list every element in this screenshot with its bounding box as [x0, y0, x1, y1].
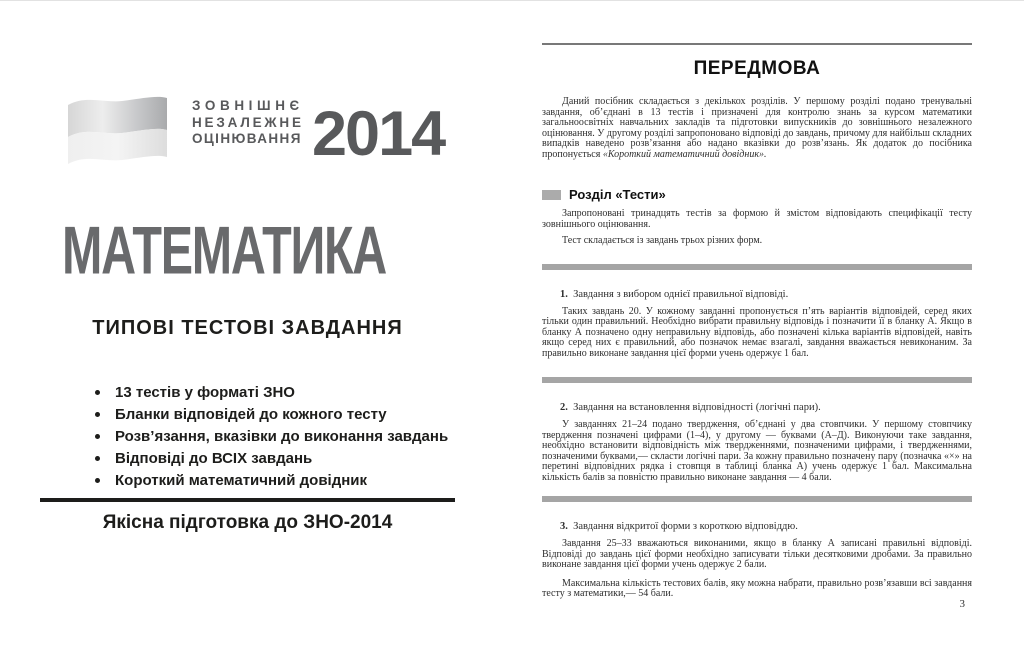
task-type-number: 2.: [560, 402, 568, 413]
list-item-label: Розв’язання, вказівки до виконання завдань: [115, 428, 449, 445]
waving-flag-icon: [64, 89, 171, 165]
intro-text: Даний посібник складається з декількох розділів. У першому розділі подано тренувальні завдання, об’єднані в 13 тестів і призначені для контролю знань за курсом математики загальноосвітніх навчальних закладів та підготовки випускників до зовнішнього незалежного оцінювання. У другому розділі запропоновано відповіді до завдань, причому для найбільш складних випадків наведено розв’язання або надано вказівки до розв’язань. Як додаток до посібника пропонується: [542, 96, 972, 160]
bullet-dot-icon: [95, 478, 100, 483]
page-top-rule: [542, 43, 972, 45]
list-item: [93, 385, 448, 400]
task-type-title: Завдання з вибором однієї правильної відповіді.: [573, 288, 789, 300]
section-divider-bar: [542, 264, 972, 270]
cover-feature-list: [93, 385, 448, 495]
cover-subtitle: ТИПОВІ ТЕСТОВІ ЗАВДАННЯ: [92, 317, 403, 339]
list-item-label: Короткий математичний довідник: [115, 472, 368, 489]
page-title: ПЕРЕДМОВА: [693, 58, 821, 79]
list-item-label: Відповіді до ВСІХ завдань: [115, 450, 313, 467]
chapter-heading: [542, 187, 972, 202]
page-number: 3: [959, 598, 965, 610]
task-type-description: Завдання 25–33 вважаються виконаними, якщо в бланку А записані правильні відповіді. Відповіді до завдань цієї форми необхідно записувати тільки десятковими дробами. За правильно виконане завдання цієї форми учень одержує 2 бали.: [542, 538, 972, 570]
task-type-heading: [542, 402, 972, 414]
zno-year: 2014: [312, 99, 445, 169]
bullet-dot-icon: [95, 412, 100, 417]
cover-page: [0, 1, 500, 650]
task-type-heading: [542, 521, 972, 533]
task-type-number: 3.: [560, 521, 568, 532]
list-item-label: 13 тестів у форматі ЗНО: [115, 384, 295, 401]
section-divider-bar: [542, 496, 972, 502]
task-type-description: Таких завдань 20. У кожному завданні пропонується п’ять варіантів відповідей, серед яких тільки один правильний. Необхідно вибрати правильну відповідь і позначити її в бланку А. Якщо в бланку А позначено одну неправильну відповідь, або позначені кілька варіантів відповідей, навіть якщо серед них є правильний, або позначок немає взагалі, завдання вважається невиконаним. За правильно виконане завдання цієї форми учень одержує 1 бал.: [542, 305, 972, 359]
closing-paragraph: Максимальна кількість тестових балів, яку можна набрати, правильно розв’язавши всі завдання тесту з математики,— 54 бали.: [542, 577, 972, 599]
task-type-title: Завдання відкритої форми з короткою відповіддю.: [573, 521, 798, 532]
bullet-dot-icon: [95, 390, 100, 395]
intro-paragraph: [542, 97, 972, 160]
zno-logo-line1: ЗОВНІШНЄ: [192, 98, 304, 113]
zno-logo-line3: ОЦІНЮВАННЯ: [192, 131, 302, 146]
zno-logo-text: [192, 98, 304, 148]
cover-divider-rule: [40, 498, 455, 502]
bullet-dot-icon: [95, 434, 100, 439]
chapter-intro-paragraph: Тест складається із завдань трьох різних форм.: [562, 235, 763, 246]
list-item: [93, 429, 448, 444]
task-type-heading: [542, 289, 972, 301]
task-type-description: У завданнях 21–24 подано твердження, об’єднані у два стовпчики. У першому стовпчику твердження позначені цифрами (1–4), у другому — буквами (А–Д). Виконуючи таке завдання, необхідно встановити відповідність між твердженнями, позначеними цифрами, і твердженнями, позначеними буквами,— скласти логічні пари. За кожну правильно позначену пару (позначка «×» на перетині відповідних рядка і стовпця в таблиці бланка А) учень одержує 1 бал. Максимальна кількість балів за повністю правильно виконане завдання — 4 бали.: [542, 419, 972, 483]
cover-tagline: Якісна підготовка до ЗНО-2014: [102, 512, 393, 533]
preface-page: [542, 43, 972, 610]
chapter-intro-paragraph: Запропоновані тринадцять тестів за формою й змістом відповідають специфікації тесту зовнішнього оцінювання.: [542, 208, 972, 230]
section-divider-bar: [542, 377, 972, 383]
list-item-label: Бланки відповідей до кожного тесту: [115, 406, 387, 423]
intro-book-title: «Короткий математичний довідник».: [602, 148, 767, 160]
cover-title: МАТЕМАТИКА: [62, 213, 387, 289]
task-type-number: 1.: [560, 288, 568, 300]
zno-logo-line2: НЕЗАЛЕЖНЕ: [192, 114, 304, 130]
task-type-title: Завдання на встановлення відповідності (логічні пари).: [573, 402, 821, 413]
bullet-dot-icon: [95, 456, 100, 461]
section-marker-icon: [542, 190, 561, 200]
list-item: [93, 407, 448, 422]
list-item: [93, 451, 448, 466]
list-item: [93, 473, 448, 488]
chapter-heading-label: Розділ «Тести»: [569, 187, 666, 202]
